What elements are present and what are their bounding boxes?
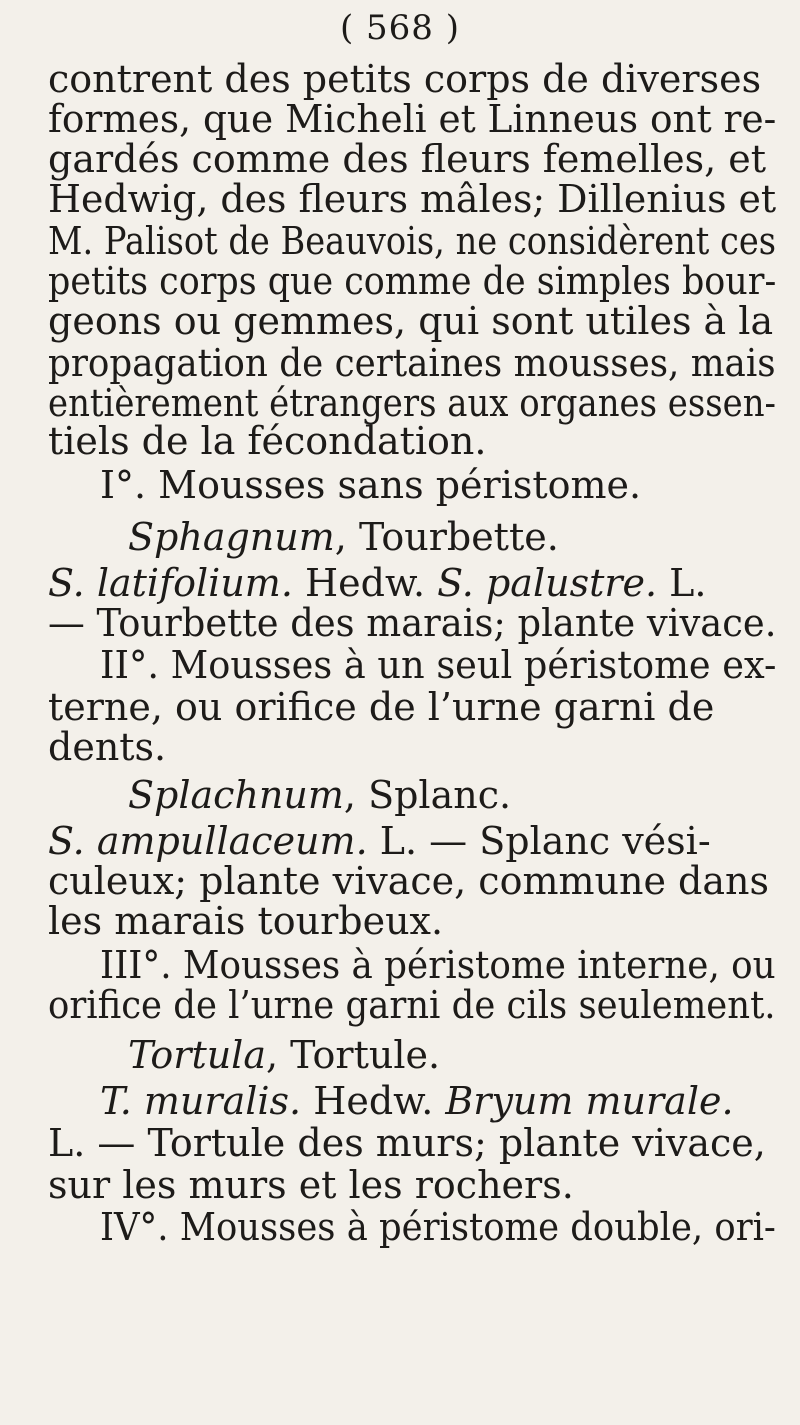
text-line	[48, 859, 769, 903]
text-segment: III°. Mousses à péristome interne, ou	[100, 943, 776, 987]
text-line	[100, 463, 642, 507]
text-line	[48, 1163, 574, 1207]
text-segment: dents.	[48, 725, 167, 769]
text-line	[48, 219, 777, 263]
text-segment: IV°. Mousses à péristome double, ori-	[100, 1205, 776, 1249]
text-segment: , Tourbette.	[334, 515, 559, 559]
text-segment: terne, ou orifice de l’urne garni de	[48, 685, 715, 729]
italic-text: S. palustre.	[437, 561, 658, 605]
text-line	[48, 341, 776, 385]
text-segment: , Tortule.	[266, 1033, 441, 1077]
text-segment: Hedw.	[292, 561, 438, 605]
text-segment: Hedwig, des fleurs mâles; Dillenius et	[48, 177, 777, 221]
text-line	[128, 1033, 441, 1077]
text-segment: propagation de certaines mousses, mais	[48, 341, 776, 385]
text-line	[48, 1121, 766, 1165]
text-line	[48, 419, 487, 463]
text-line	[48, 57, 762, 101]
text-segment: tiels de la fécondation.	[48, 419, 487, 463]
text-line	[100, 943, 776, 987]
italic-text: S. ampullaceum.	[48, 819, 368, 863]
text-segment: les marais tourbeux.	[48, 899, 444, 943]
text-segment: I°. Mousses sans péristome.	[100, 463, 642, 507]
page-number: ( 568 )	[339, 8, 461, 48]
text-segment: L. — Tortule des murs; plante vivace,	[48, 1121, 766, 1165]
text-segment: II°. Mousses à un seul péristome ex-	[100, 643, 777, 687]
text-segment: Hedw.	[301, 1079, 446, 1123]
text-segment: M. Palisot de Beauvois, ne considèrent ces	[48, 219, 777, 263]
italic-text: Tortula	[128, 1033, 266, 1077]
text-segment: L.	[657, 561, 707, 605]
text-segment: entièrement étrangers aux organes essen-	[48, 381, 777, 425]
text-line	[100, 643, 777, 687]
text-segment: , Splanc.	[343, 773, 512, 817]
text-segment: gardés comme des fleurs femelles, et	[48, 137, 767, 181]
text-segment: formes, que Micheli et Linneus ont re-	[48, 97, 777, 141]
text-segment: orifice de l’urne garni de cils seulement.	[48, 983, 776, 1027]
text-line	[128, 773, 512, 817]
italic-text: S. latifolium.	[48, 561, 293, 605]
text-line	[48, 259, 777, 303]
text-line	[48, 819, 711, 863]
text-segment: petits corps que comme de simples bour-	[48, 259, 777, 303]
text-segment: sur les murs et les rochers.	[48, 1163, 574, 1207]
text-line	[100, 1079, 734, 1123]
text-line	[48, 561, 707, 605]
text-line	[48, 97, 777, 141]
italic-text: Sphagnum	[128, 515, 335, 559]
text-line	[48, 137, 767, 181]
text-line	[48, 983, 776, 1027]
italic-text: Bryum murale.	[445, 1079, 734, 1123]
text-segment: — Tourbette des marais; plante vivace.	[48, 601, 777, 645]
text-line	[48, 299, 774, 343]
text-line	[48, 725, 167, 769]
text-line	[48, 177, 777, 221]
text-segment: geons ou gemmes, qui sont utiles à la	[48, 299, 774, 343]
text-line	[48, 685, 715, 729]
text-line	[48, 601, 777, 645]
text-line	[48, 899, 444, 943]
text-segment: culeux; plante vivace, commune dans	[48, 859, 769, 903]
text-segment: contrent des petits corps de diverses	[48, 57, 762, 101]
text-line	[48, 381, 777, 425]
text-line	[100, 1205, 776, 1249]
text-line	[128, 515, 559, 559]
italic-text: Splachnum	[128, 773, 344, 817]
italic-text: T. muralis.	[100, 1079, 302, 1123]
text-segment: L. — Splanc vési-	[367, 819, 711, 863]
